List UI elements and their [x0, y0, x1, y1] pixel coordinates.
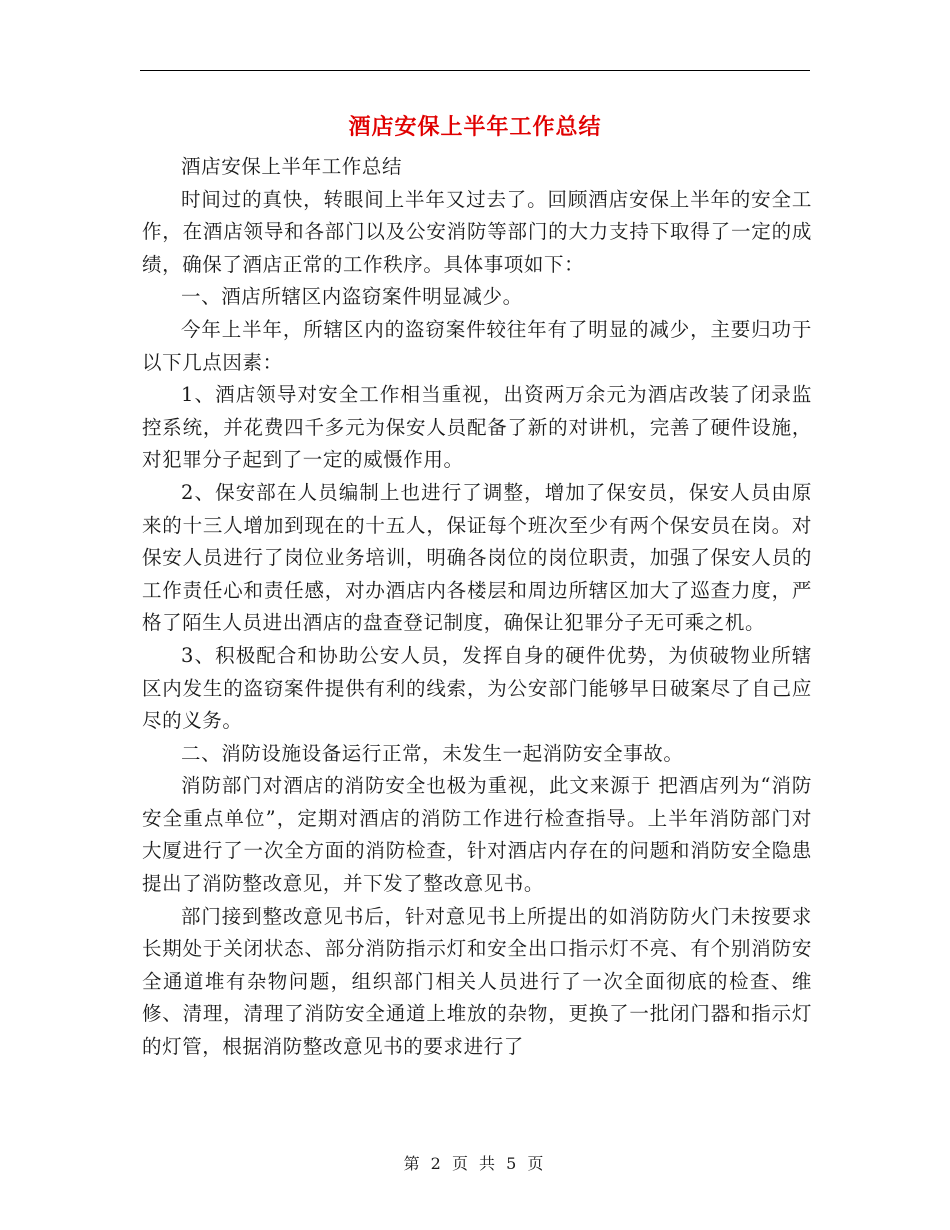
header-rule: [140, 70, 810, 71]
paragraph-item-1: 1、酒店领导对安全工作相当重视，出资两万余元为酒店改装了闭录监控系统，并花费四千多元为保安人员配备了新的对讲机，完善了硬件设施，对犯罪分子起到了一定的威慑作用。: [142, 383, 812, 472]
paragraph-fire-inspection: 消防部门对酒店的消防安全也极为重视，此文来源于 把酒店列为“消防安全重点单位”，定期对酒店的消防工作进行检查指导。上半年消防部门对大厦进行了一次全方面的消防检查，针对酒店内存在的问题和消防安全隐患提出了消防整改意见，并下发了整改意见书。: [142, 774, 812, 896]
page-number: 第 2 页 共 5 页: [403, 1154, 547, 1173]
section-heading-theft: 一、酒店所辖区内盗窃案件明显减少。: [181, 285, 523, 309]
paragraph-theft-summary: 今年上半年，所辖区内的盗窃案件较往年有了明显的减少，主要归功于以下几点因素：: [142, 317, 812, 374]
document-body: [142, 151, 812, 1064]
paragraph-subtitle: 酒店安保上半年工作总结: [181, 155, 403, 178]
document-title: 酒店安保上半年工作总结: [348, 114, 602, 140]
section-heading-fire: 二、消防设施设备运行正常，未发生一起消防安全事故。: [181, 741, 684, 765]
paragraph-item-2: 2、保安部在人员编制上也进行了调整，增加了保安员，保安人员由原来的十三人增加到现在的十五人，保证每个班次至少有两个保安员在岗。对保安人员进行了岗位业务培训，明确各岗位的岗位职责，加强了保安人员的工作责任心和责任感，对办酒店内各楼层和周边所辖区加大了巡查力度，严格了陌生人员进出酒店的盘查登记制度，确保让犯罪分子无可乘之机。: [142, 480, 812, 635]
paragraph-item-3: 3、积极配合和协助公安人员，发挥自身的硬件优势，为侦破物业所辖区内发生的盗窃案件提供有利的线索，为公安部门能够早日破案尽了自己应尽的义务。: [142, 643, 812, 733]
paragraph-fire-rectification: 部门接到整改意见书后，针对意见书上所提出的如消防防火门未按要求长期处于关闭状态、部分消防指示灯和安全出口指示灯不亮、有个别消防安全通道堆有杂物问题，组织部门相关人员进行了一次全面彻底的检查、维修、清理，清理了消防安全通道上堆放的杂物，更换了一批闭门器和指示灯的灯管，根据消防整改意见书的要求进行了: [142, 904, 812, 1059]
paragraph-intro: 时间过的真快，转眼间上半年又过去了。回顾酒店安保上半年的安全工作，在酒店领导和各部门以及公安消防等部门的大力支持下取得了一定的成绩，确保了酒店正常的工作秩序。具体事项如下：: [142, 187, 812, 276]
